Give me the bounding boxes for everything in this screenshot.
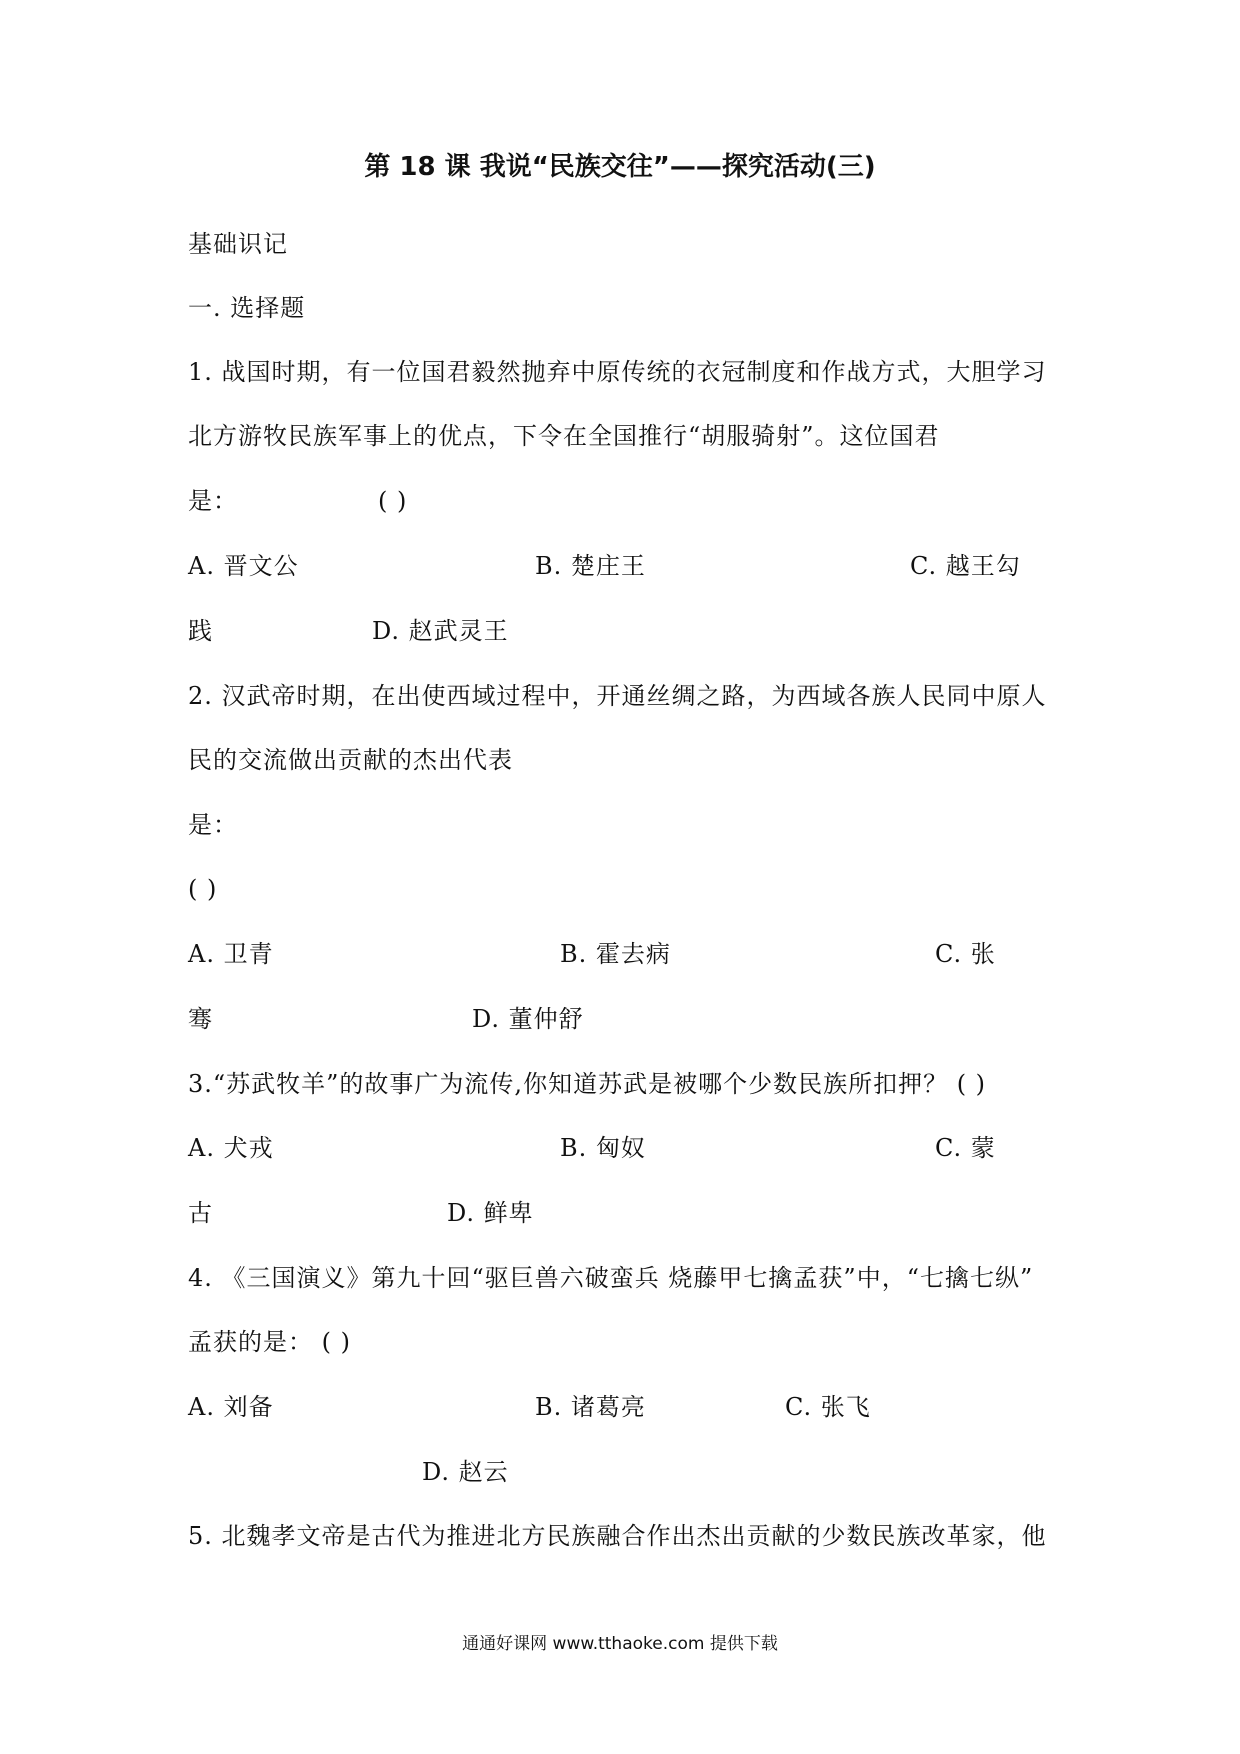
q2-answer-blank: ( )	[188, 875, 218, 903]
q2-line3: 是：	[188, 811, 238, 839]
q2-option-a: A. 卫青	[188, 940, 274, 968]
q4-line2: 孟获的是： ( )	[188, 1328, 351, 1356]
q1-option-b: B. 楚庄王	[535, 552, 646, 580]
q2-line2: 民的交流做出贡献的杰出代表	[188, 746, 513, 774]
q4-option-d: D. 赵云	[422, 1458, 509, 1486]
q2-option-c: C. 张	[935, 940, 996, 968]
q1-option-d: D. 赵武灵王	[372, 617, 509, 645]
q4-option-a: A. 刘备	[188, 1393, 274, 1421]
footer-watermark: 通通好课网 www.tthaoke.com 提供下载	[462, 1634, 778, 1654]
q2-option-c-continued: 骞	[188, 1005, 213, 1033]
q3-option-a: A. 犬戎	[188, 1134, 274, 1162]
section-heading: 基础识记	[188, 230, 288, 258]
q1-option-c: C. 越王勾	[910, 552, 1021, 580]
q2-option-b: B. 霍去病	[560, 940, 671, 968]
q3-option-d: D. 鲜卑	[447, 1199, 534, 1227]
q3-line1: 3.“苏武牧羊”的故事广为流传,你知道苏武是被哪个少数民族所扣押？ ( )	[188, 1070, 987, 1098]
q1-option-a: A. 晋文公	[188, 552, 299, 580]
q4-option-c: C. 张飞	[785, 1393, 871, 1421]
q1-line3-label: 是：	[188, 487, 238, 515]
q2-option-d: D. 董仲舒	[472, 1005, 584, 1033]
q4-line1: 4. 《三国演义》第九十回“驱巨兽六破蛮兵 烧藤甲七擒孟获”中，“七擒七纵”	[188, 1264, 1034, 1292]
q3-option-b: B. 匈奴	[560, 1134, 646, 1162]
q1-line1: 1. 战国时期，有一位国君毅然抛弃中原传统的衣冠制度和作战方式，大胆学习	[188, 358, 1047, 386]
q1-line2: 北方游牧民族军事上的优点，下令在全国推行“胡服骑射”。这位国君	[188, 422, 940, 450]
q5-line1: 5. 北魏孝文帝是古代为推进北方民族融合作出杰出贡献的少数民族改革家，他	[188, 1522, 1047, 1550]
q1-answer-blank: ( )	[378, 487, 408, 515]
page-title: 第 18 课 我说“民族交往”——探究活动(三)	[364, 152, 876, 182]
q4-option-b: B. 诸葛亮	[535, 1393, 646, 1421]
subsection-heading: 一. 选择题	[188, 294, 306, 322]
q2-line1: 2. 汉武帝时期，在出使西域过程中，开通丝绸之路，为西域各族人民同中原人	[188, 682, 1047, 710]
q3-option-c: C. 蒙	[935, 1134, 996, 1162]
q1-option-c-continued: 践	[188, 617, 213, 645]
q3-option-c-continued: 古	[188, 1199, 213, 1227]
